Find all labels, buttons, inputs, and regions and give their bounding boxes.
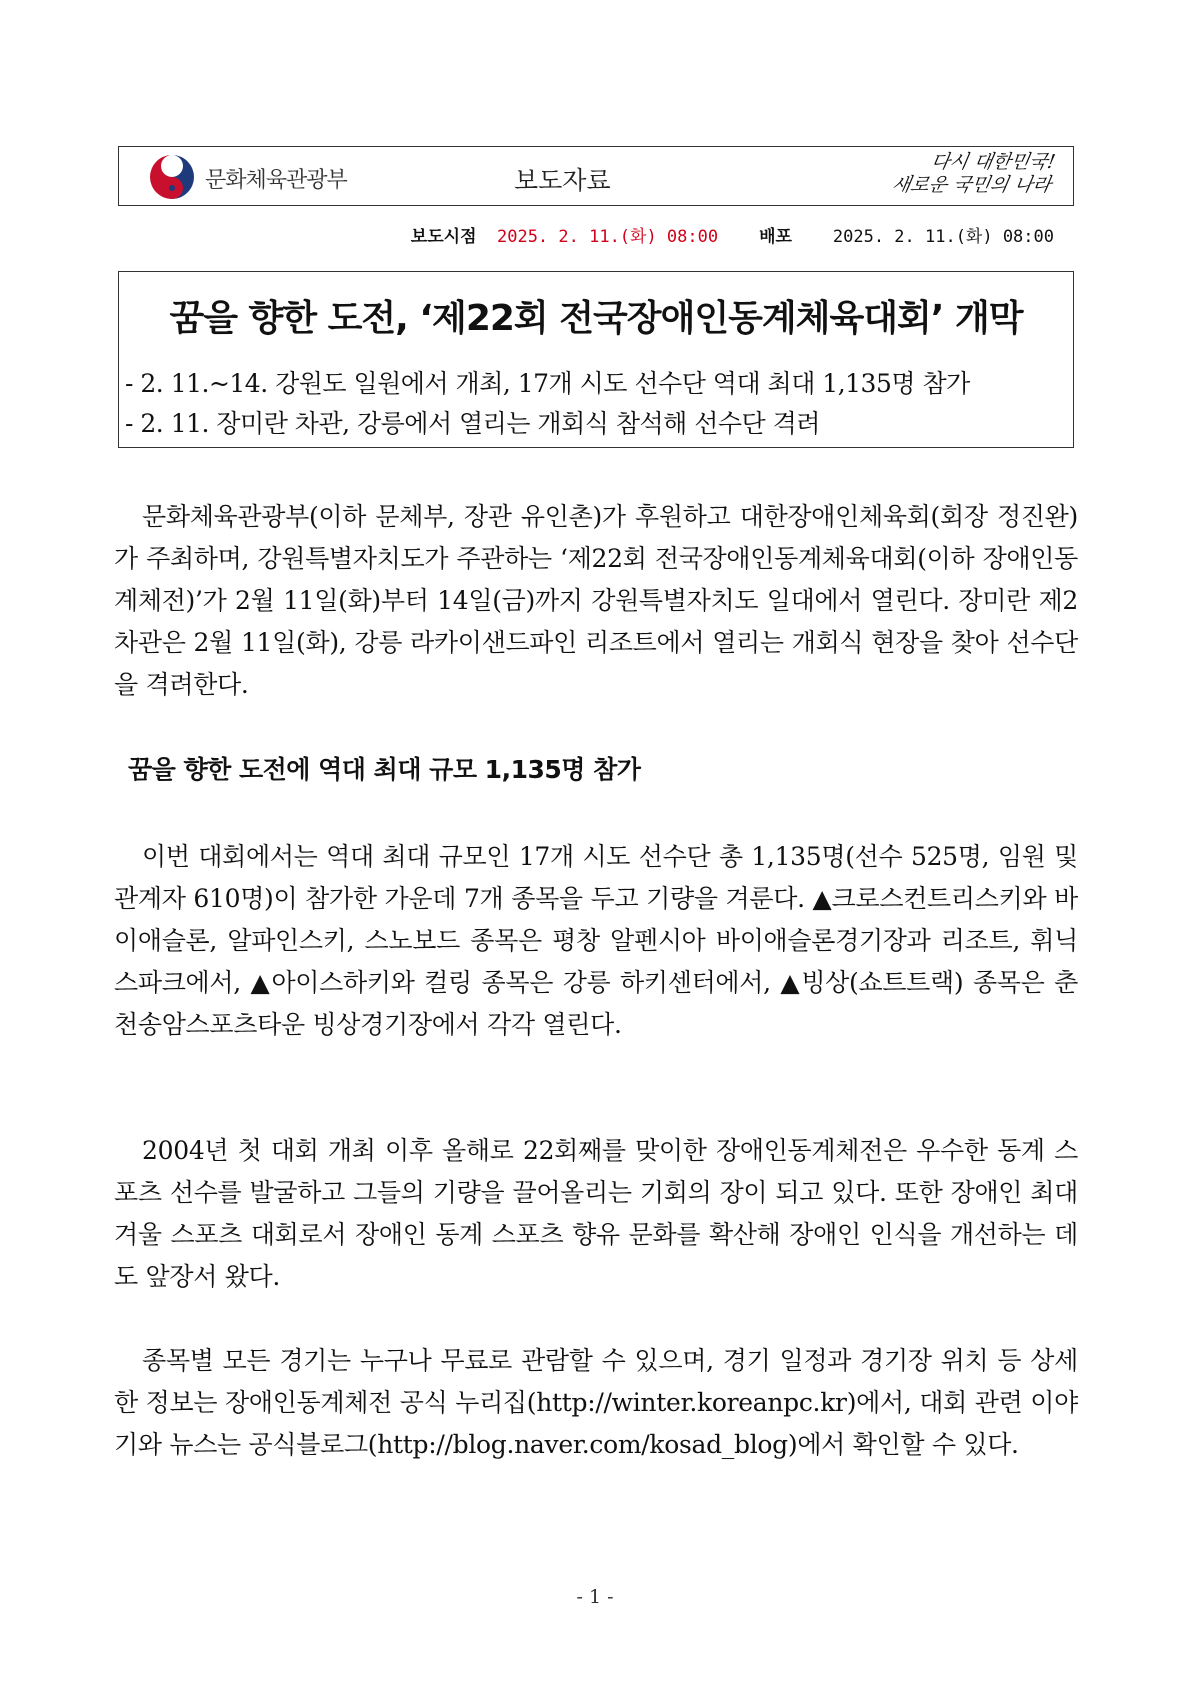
government-emblem-icon	[149, 154, 195, 200]
title-box	[118, 271, 1074, 448]
document-type: 보도자료	[514, 166, 611, 195]
header-box	[118, 146, 1074, 206]
slogan-line-1: 다시 대한민국!	[929, 151, 1058, 173]
subheadline-2: - 2. 11. 장미란 차관, 강릉에서 열리는 개회식 참석해 선수단 격려	[125, 409, 820, 438]
distribution-label: 배포	[759, 227, 792, 247]
slogan	[829, 151, 1057, 197]
ministry-name: 문화체육관광부	[205, 168, 347, 193]
subheadline-1: - 2. 11.~14. 강원도 일원에서 개최, 17개 시도 선수단 역대 최대 1,135명 참가	[125, 369, 970, 398]
release-time-row	[118, 222, 1054, 247]
report-time-value: 2025. 2. 11.(화) 08:00	[496, 227, 719, 247]
slogan-line-2: 새로운 국민의 나라	[890, 174, 1053, 196]
section-heading: 꿈을 향한 도전에 역대 최대 규모 1,135명 참가	[128, 755, 641, 784]
page-number: - 1 -	[576, 1586, 614, 1608]
body-paragraph-3: 2004년 첫 대회 개최 이후 올해로 22회째를 맞이한 장애인동계체전은 우수한 동계 스포츠 선수를 발굴하고 그들의 기량을 끌어올리는 기회의 장이 되고 있다. 또한 장애인 최대 겨울 스포츠 대회로서 장애인 동계 스포츠 향유 문화를 확산해 장애인 인식을 개선하는 데도 앞장서 왔다.	[114, 1136, 1078, 1291]
distribution-time-value: 2025. 2. 11.(화) 08:00	[832, 227, 1054, 247]
body-paragraph-4: 종목별 모든 경기는 누구나 무료로 관람할 수 있으며, 경기 일정과 경기장 위치 등 상세한 정보는 장애인동계체전 공식 누리집(http://winter.koreanpc.kr)에서, 대회 관련 이야기와 뉴스는 공식블로그(http://blog.naver.com/kosad_blog)에서 확인할 수 있다.	[114, 1346, 1078, 1459]
headline: 꿈을 향한 도전, ‘제22회 전국장애인동계체육대회’ 개막	[169, 298, 1023, 339]
body-paragraph-1: 문화체육관광부(이하 문체부, 장관 유인촌)가 후원하고 대한장애인체육회(회장 정진완)가 주최하며, 강원특별자치도가 주관하는 ‘제22회 전국장애인동계체육대회(이하 장애인동계체전)’가 2월 11일(화)부터 14일(금)까지 강원특별자치도 일대에서 열린다. 장미란 제2차관은 2월 11일(화), 강릉 라카이샌드파인 리조트에서 열리는 개회식 현장을 찾아 선수단을 격려한다.	[114, 502, 1078, 699]
body-paragraph-2: 이번 대회에서는 역대 최대 규모인 17개 시도 선수단 총 1,135명(선수 525명, 임원 및 관계자 610명)이 참가한 가운데 7개 종목을 두고 기량을 겨룬다. ▲크로스컨트리스키와 바이애슬론, 알파인스키, 스노보드 종목은 평창 알펜시아 바이애슬론경기장과 리조트, 휘닉스파크에서, ▲아이스하키와 컬링 종목은 강릉 하키센터에서, ▲빙상(쇼트트랙) 종목은 춘천송암스포츠타운 빙상경기장에서 각각 열린다.	[114, 842, 1078, 1039]
report-time-label: 보도시점	[410, 227, 477, 247]
